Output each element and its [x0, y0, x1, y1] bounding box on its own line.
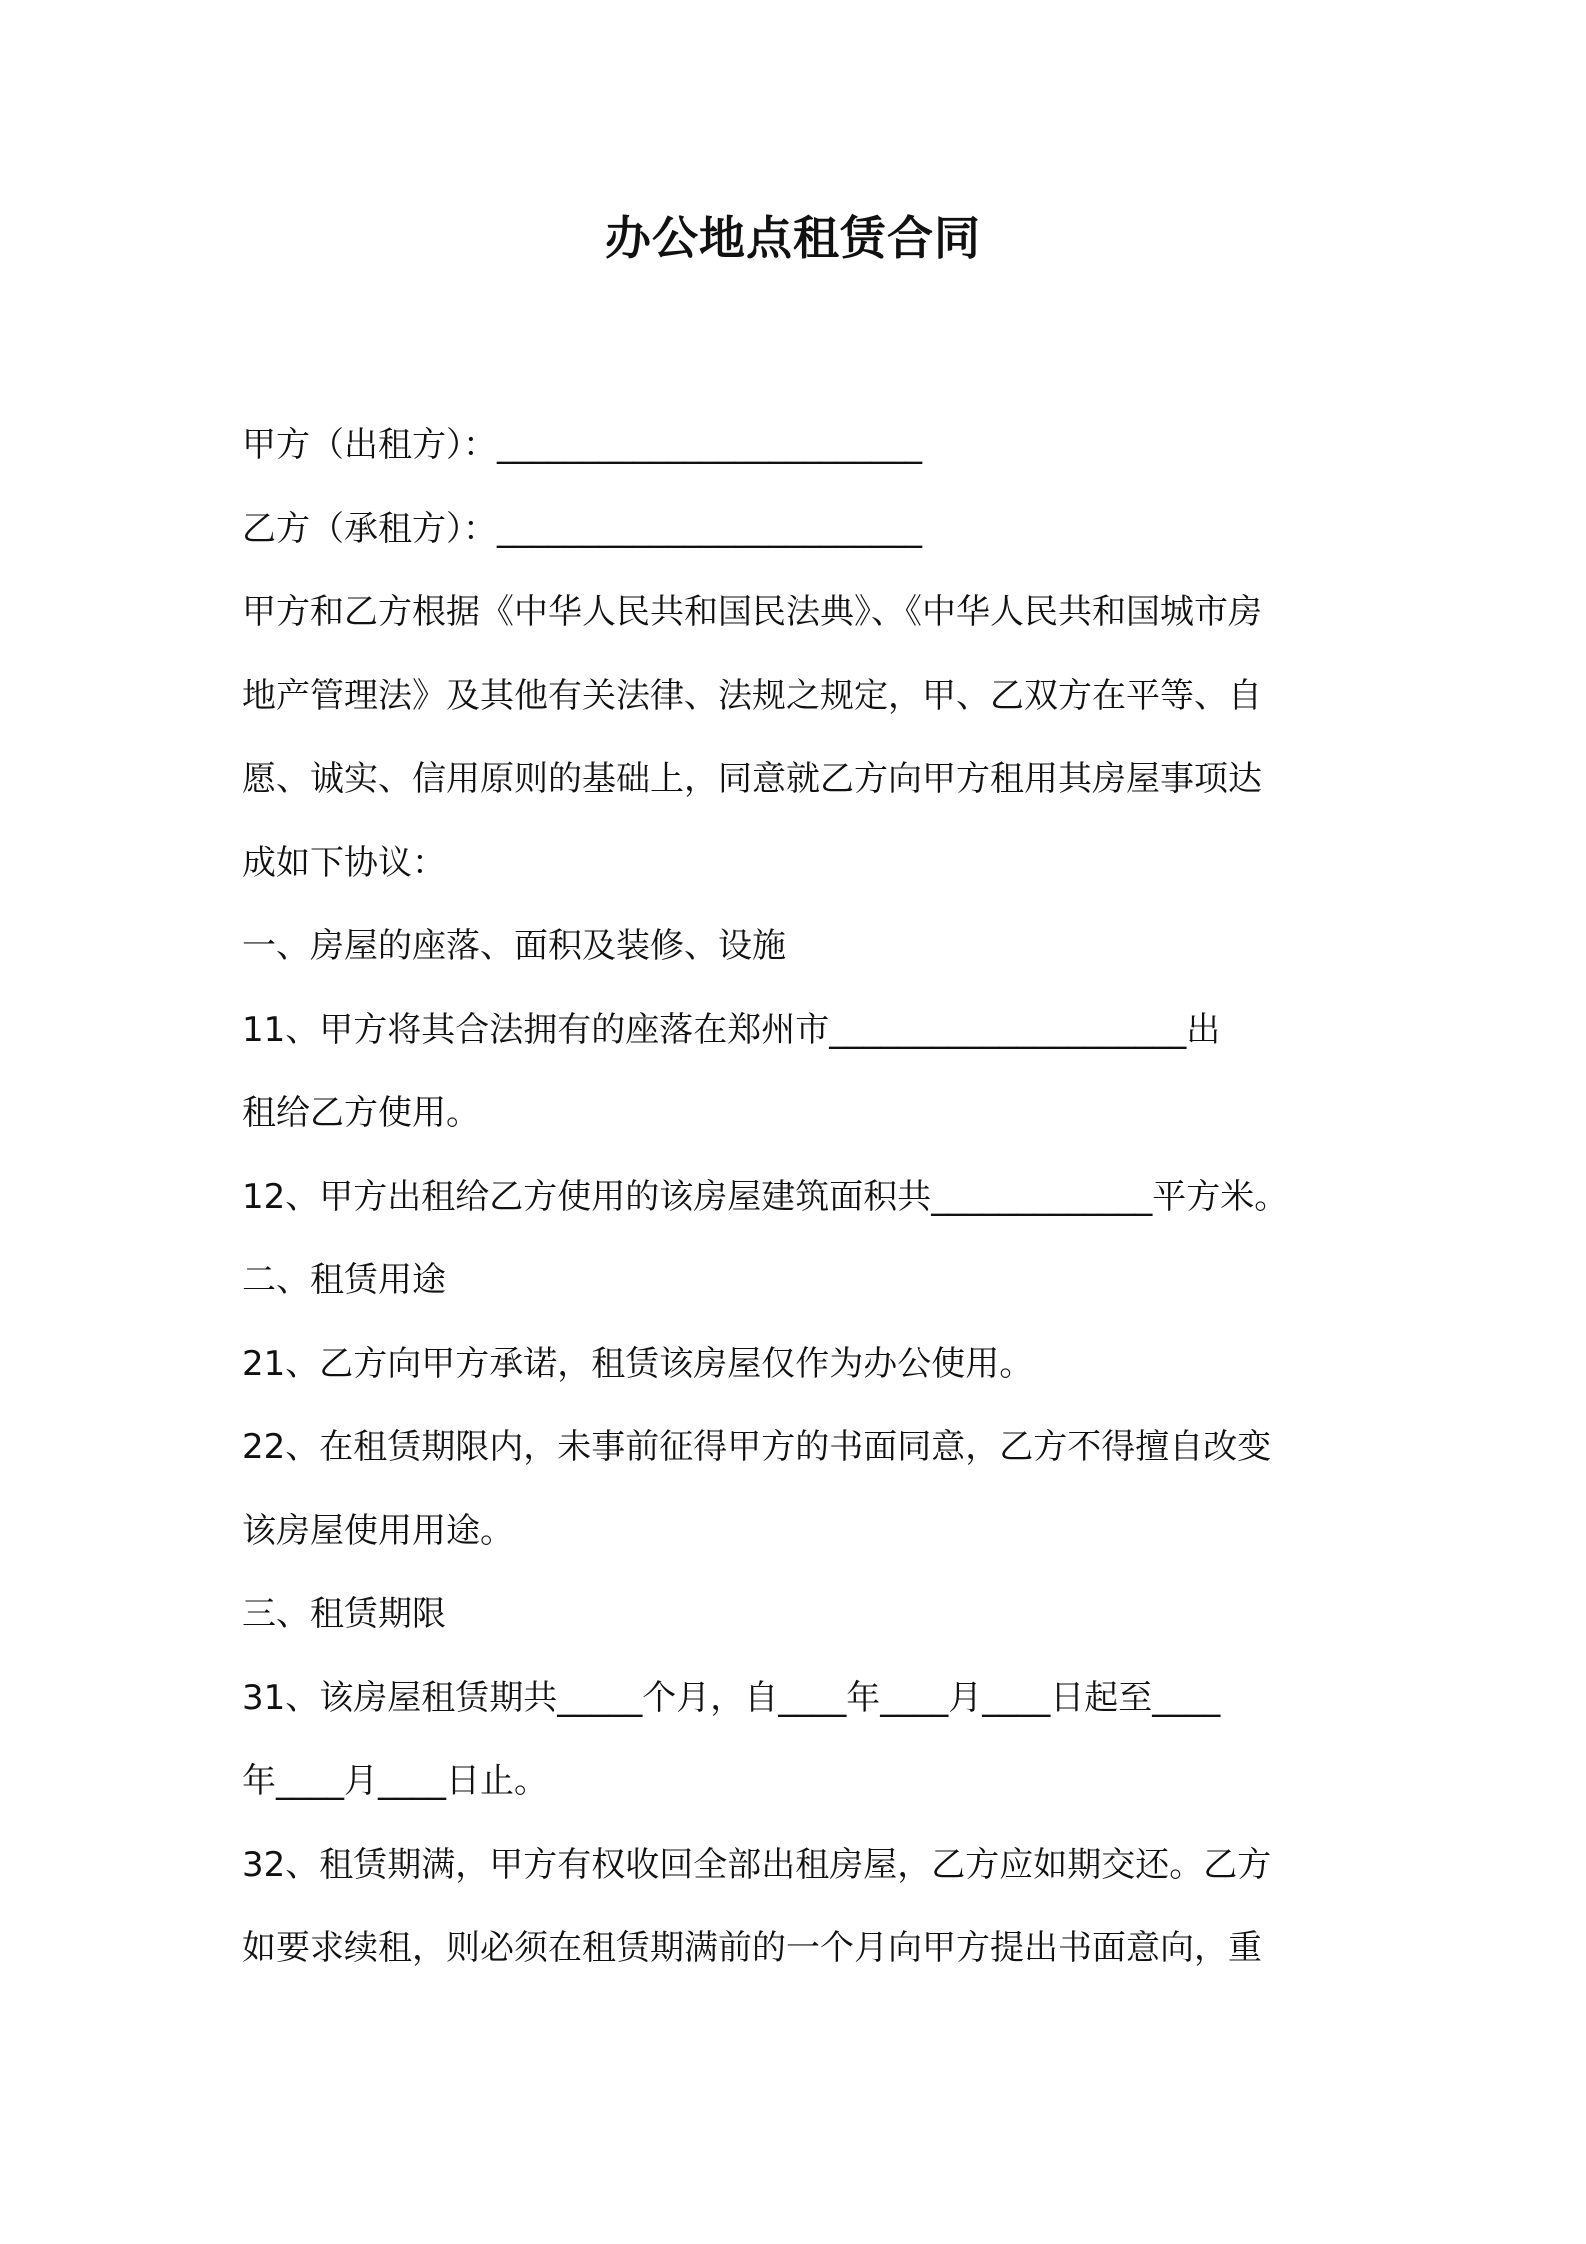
- clause-22-line-2: 该房屋使用用途。: [242, 1510, 514, 1551]
- preamble-line-2: 地产管理法》及其他有关法律、法规之规定，甲、乙双方在平等、自: [242, 675, 1262, 716]
- section-heading-1: 一、房屋的座落、面积及装修、设施: [242, 926, 786, 966]
- preamble-line-1: 甲方和乙方根据《中华人民共和国民法典》、《中华人民共和国城市房: [242, 592, 1262, 632]
- clause-32-line-1: 32、租赁期满，甲方有权收回全部出租房屋，乙方应如期交还。乙方: [242, 1844, 1272, 1885]
- clause-21-line: 21、乙方向甲方承诺，租赁该房屋仅作为办公使用。: [242, 1343, 1034, 1384]
- party-a-line: 甲方（出租方）：_________________________: [242, 425, 922, 465]
- clause-12-line: 12、甲方出租给乙方使用的该房屋建筑面积共_____________平方米。: [242, 1176, 1289, 1217]
- clause-32-line-2: 如要求续租，则必须在租赁期满前的一个月向甲方提出书面意向，重: [242, 1928, 1262, 1968]
- section-heading-2: 二、租赁用途: [242, 1260, 446, 1300]
- preamble-line-4: 成如下协议：: [242, 842, 446, 883]
- document-body: [242, 404, 1362, 1991]
- clause-31-line-1: 31、该房屋租赁期共_____个月，自____年____月____日起至____: [242, 1677, 1221, 1718]
- clause-11-line-1: 11、甲方将其合法拥有的座落在郑州市_____________________出: [242, 1009, 1221, 1050]
- clause-31-line-2: 年____月____日止。: [242, 1761, 548, 1801]
- clause-11-line-2: 租给乙方使用。: [242, 1093, 480, 1133]
- clause-22-line-1: 22、在租赁期限内，未事前征得甲方的书面同意，乙方不得擅自改变: [242, 1427, 1272, 1467]
- section-heading-3: 三、租赁期限: [242, 1594, 446, 1634]
- preamble-line-3: 愿、诚实、信用原则的基础上，同意就乙方向甲方租用其房屋事项达: [242, 759, 1262, 799]
- document-title: 办公地点租赁合同: [605, 211, 981, 265]
- party-b-line: 乙方（承租方）：_________________________: [242, 508, 922, 549]
